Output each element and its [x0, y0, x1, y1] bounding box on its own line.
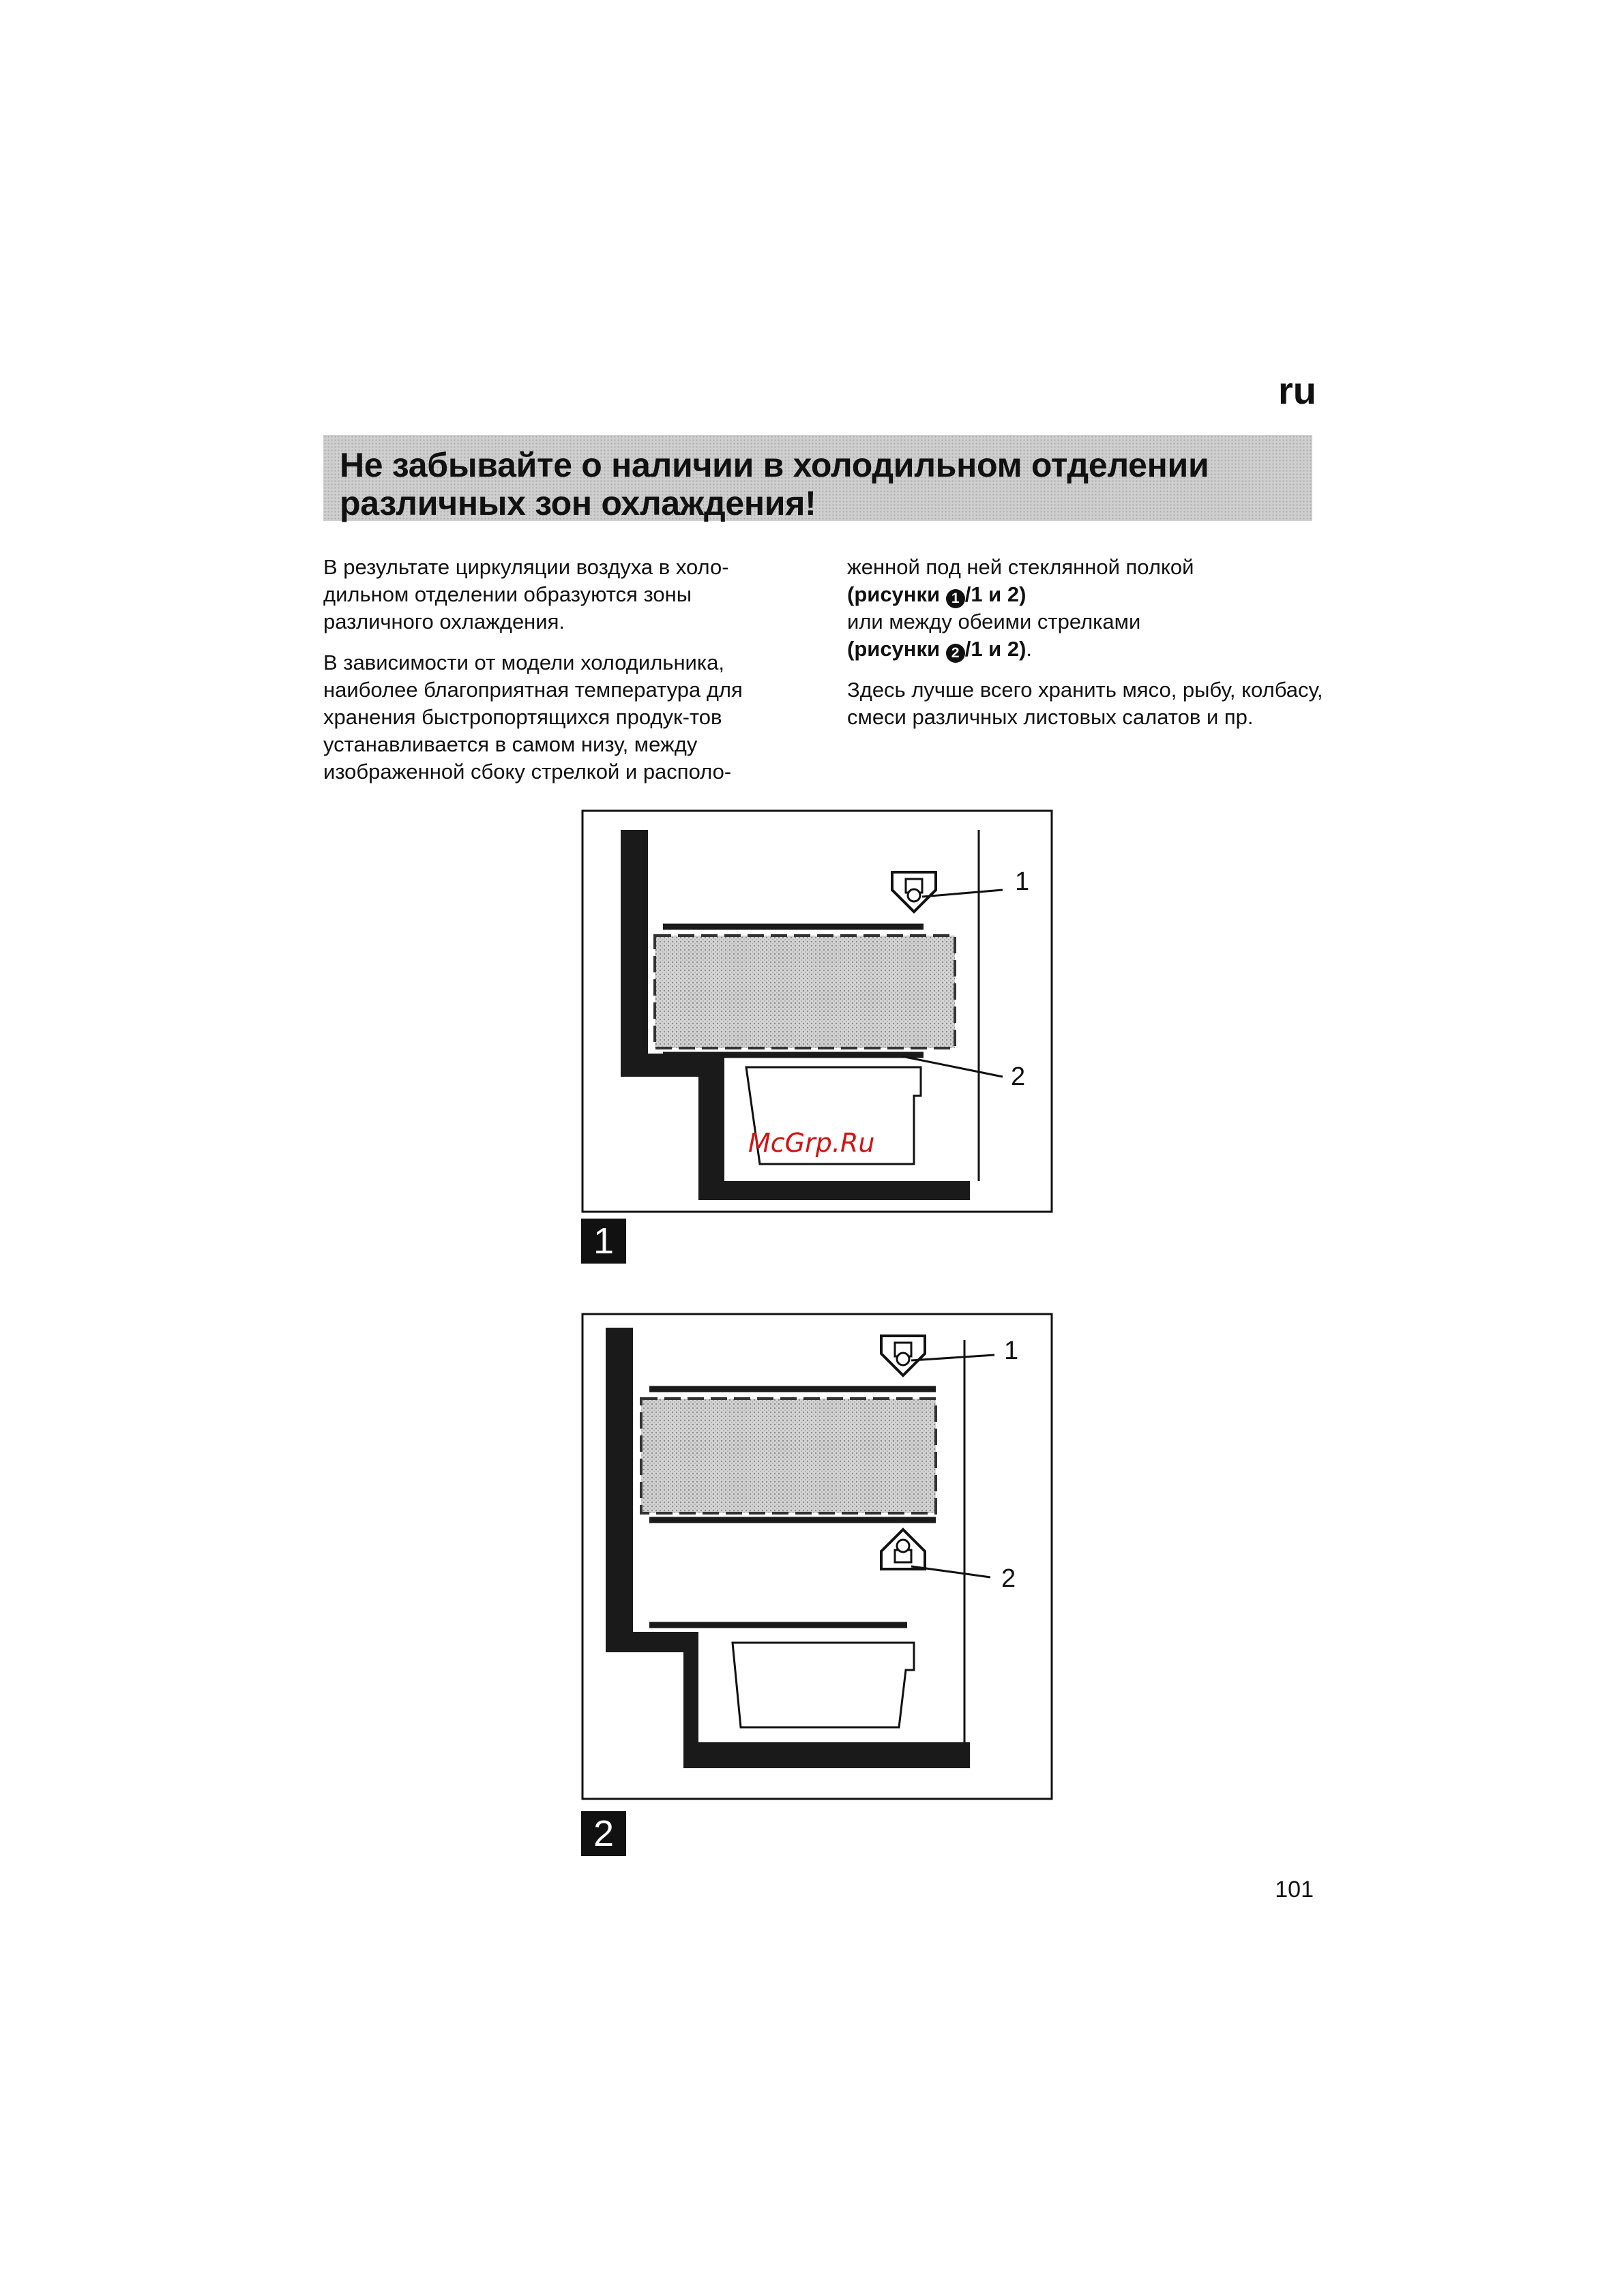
section-title: Не забывайте о наличии в холодильном отделении различных зон охлаждения! [340, 446, 1209, 522]
figure-2-callout-2: 2 [1001, 1564, 1016, 1593]
shelf-text-line: женной под ней стеклянной полкой [847, 555, 1194, 579]
watermark: McGrp.Ru [748, 1128, 875, 1158]
figure-2-diagram [581, 1313, 1053, 1800]
figure-reference-2: (рисунки 2 /1 и 2). [847, 636, 1325, 663]
circled-number-2-icon: 2 [946, 644, 965, 663]
section-banner [323, 435, 1312, 521]
figure-reference-1: (рисунки 1 /1 и 2) [847, 581, 1325, 608]
temperature-paragraph: В зависимости от модели холодильника, наиболее благоприятная температура для хранения быстропортящихся продук-тов устанавливается в самом низу, между изображенной сбоку стрелкой и располо- [323, 651, 743, 784]
intro-paragraph: В результате циркуляции воздуха в холо-дильном отделении образуются зоны различного охлаждения. [323, 555, 729, 633]
figure-2-callout-1: 1 [1004, 1337, 1019, 1365]
cold-zone [655, 936, 955, 1048]
figure-2-number: 2 [581, 1811, 626, 1856]
figure-1-number: 1 [581, 1219, 626, 1264]
storage-paragraph: Здесь лучше всего хранить мясо, рыбу, колбасу, смеси различных листовых салатов и пр. [847, 678, 1323, 729]
figure-1-callout-2: 2 [1011, 1062, 1026, 1091]
language-code: ru [1278, 369, 1316, 412]
crisper-drawer [733, 1643, 914, 1727]
figure-1-callout-1: 1 [1015, 867, 1030, 896]
text-column-right [847, 554, 1325, 745]
cold-zone [641, 1399, 936, 1513]
shelf-paragraph [847, 554, 1325, 663]
text-column-left [323, 554, 801, 799]
circled-number-1-icon: 1 [946, 589, 965, 608]
page-number: 101 [1275, 1877, 1314, 1903]
arrows-text-line: или между обеими стрелками [847, 610, 1141, 633]
